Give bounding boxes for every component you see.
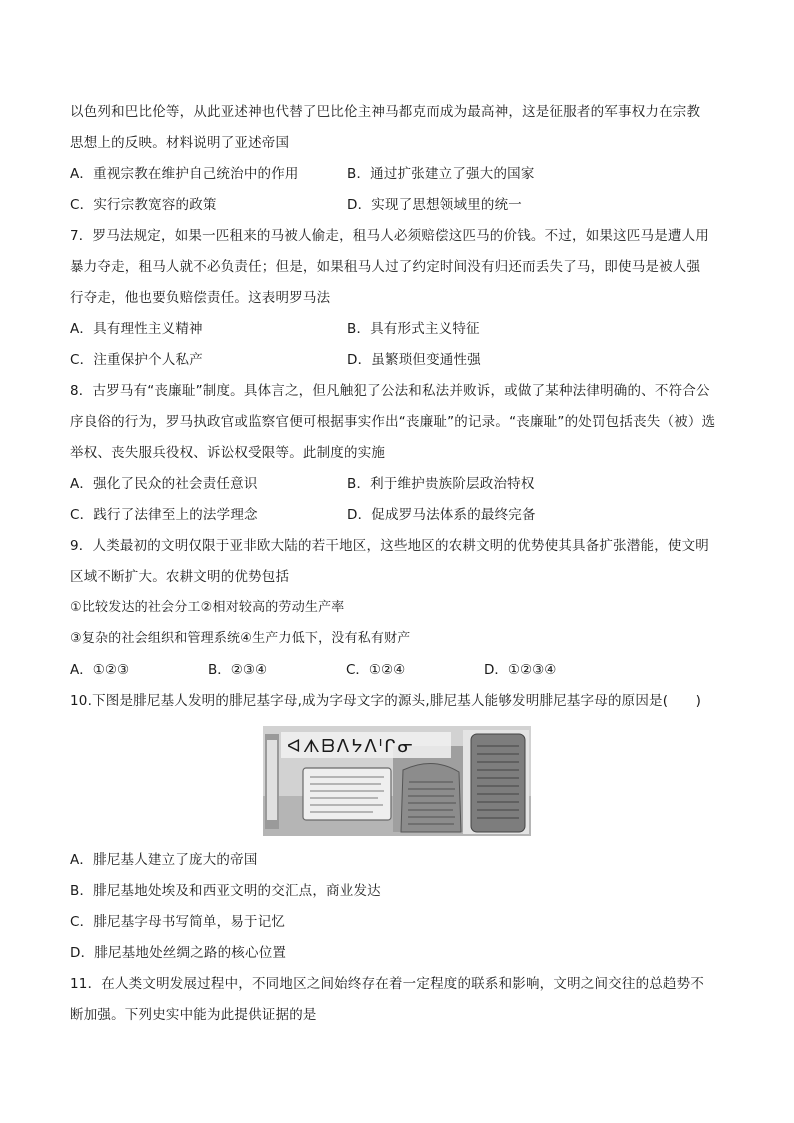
q7-option-b: B．具有形式主义特征 (347, 321, 480, 337)
q6-stem-line2: 思想上的反映。材料说明了亚述帝国 (70, 135, 290, 151)
q6-stem-line1: 以色列和巴比伦等，从此亚述神也代替了巴比伦主神马都克而成为最高神，这是征服者的军事权力在宗教 (70, 104, 701, 120)
q8-option-c: C．践行了法律至上的法学理念 (70, 507, 258, 523)
q6-option-b: B．通过扩张建立了强大的国家 (347, 166, 535, 182)
q6-option-c: C．实行宗教宽容的政策 (70, 197, 217, 213)
q10-option-d: D．腓尼基地处丝绸之路的核心位置 (70, 945, 287, 961)
q9-stem-line1: 9．人类最初的文明仅限于亚非欧大陆的若干地区，这些地区的农耕文明的优势使其具备扩张潜能，使文明 (70, 538, 709, 554)
q8-option-a: A．强化了民众的社会责任意识 (70, 476, 258, 492)
q8-option-d: D．促成罗马法体系的最终完备 (347, 507, 536, 523)
q8-stem-line3: 举权、丧失服兵役权、诉讼权受限等。此制度的实施 (70, 445, 386, 461)
q8-option-b: B．利于维护贵族阶层政治特权 (347, 476, 535, 492)
q9-option-d: D．①②③④ (484, 662, 557, 678)
q7-option-c: C．注重保护个人私产 (70, 352, 203, 368)
q11-stem-line1: 11．在人类文明发展过程中，不同地区之间始终存在着一定程度的联系和影响，文明之间交往的总趋势不 (70, 976, 705, 992)
q7-stem-line2: 暴力夺走，租马人就不必负责任；但是，如果租马人过了约定时间没有归还而丢失了马，即使马是被人强 (70, 259, 701, 275)
phoenician-alphabet-image (263, 726, 531, 836)
q8-stem-line2: 序良俗的行为，罗马执政官或监察官便可根据事实作出“丧廉耻”的记录。“丧廉耻”的处罚包括丧失（被）选 (70, 414, 716, 430)
q9-option-b: B．②③④ (208, 662, 268, 678)
phoenician-alphabet-figure (263, 726, 531, 836)
q9-stem-line2: 区域不断扩大。农耕文明的优势包括 (70, 569, 290, 585)
q6-option-d: D．实现了思想领域里的统一 (347, 197, 522, 213)
q9-option-a: A．①②③ (70, 662, 130, 678)
q10-option-a: A．腓尼基人建立了庞大的帝国 (70, 852, 258, 868)
q7-option-d: D．虽繁琐但变通性强 (347, 352, 481, 368)
q8-stem-line1: 8．古罗马有“丧廉耻”制度。具体言之，但凡触犯了公法和私法并败诉，或做了某种法律明确的、不符合公 (70, 383, 710, 399)
q9-item-line2: ③复杂的社会组织和管理系统④生产力低下，没有私有财产 (70, 631, 411, 646)
q11-stem-line2: 断加强。下列史实中能为此提供证据的是 (70, 1007, 317, 1023)
q10-option-b: B．腓尼基地处埃及和西亚文明的交汇点，商业发达 (70, 883, 381, 899)
q6-option-a: A．重视宗教在维护自己统治中的作用 (70, 166, 299, 182)
q7-option-a: A．具有理性主义精神 (70, 321, 203, 337)
q7-stem-line1: 7．罗马法规定，如果一匹租来的马被人偷走，租马人必须赔偿这匹马的价钱。不过，如果这匹马是遭人用 (70, 228, 709, 244)
q10-option-c: C．腓尼基字母书写简单，易于记忆 (70, 914, 286, 930)
q7-stem-line3: 行夺走，他也要负赔偿责任。这表明罗马法 (70, 290, 331, 306)
q9-option-c: C．①②④ (346, 662, 406, 678)
q9-item-line1: ①比较发达的社会分工②相对较高的劳动生产率 (70, 600, 345, 615)
phoenician-letters: ᐊᗑᗷᐱᔭᐱᑊᒋᓂ (287, 736, 415, 757)
q10-stem-line1: 10.下图是腓尼基人发明的腓尼基字母,成为字母文字的源头,腓尼基人能够发明腓尼基字母的原因是( ) (70, 693, 702, 709)
